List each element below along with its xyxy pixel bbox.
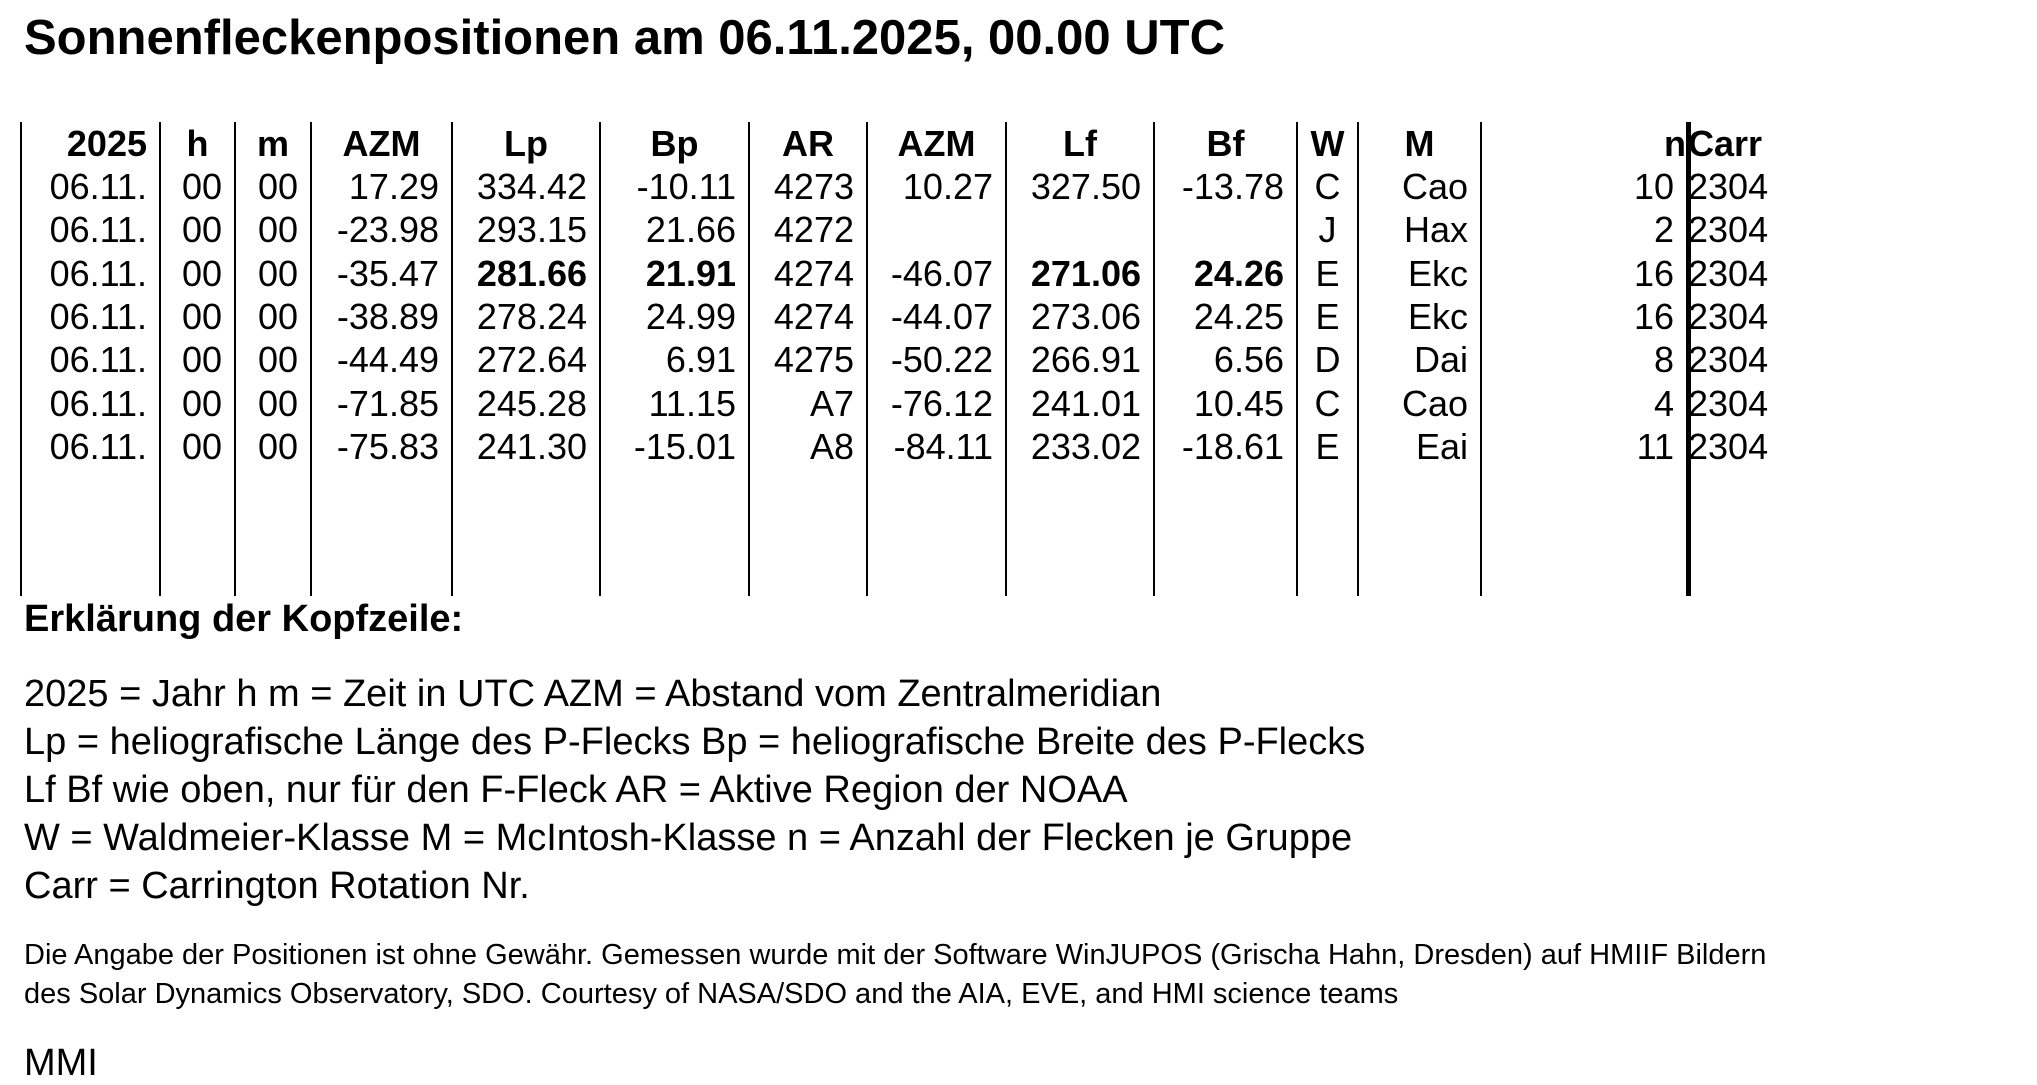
cell-ar: 4274 (773, 252, 854, 294)
cell-m-class: Cao (1401, 166, 1468, 207)
cell-lp: 293.15 (476, 209, 587, 251)
header-h: h (186, 123, 209, 164)
cell-h: 00 (181, 339, 222, 381)
cell-m: 00 (257, 166, 298, 207)
cell-m: 00 (257, 339, 298, 381)
page-title: Sonnenfleckenpositionen am 06.11.2025, 00.00 UTC (24, 11, 1225, 65)
header-azm-p: AZM (342, 123, 421, 164)
cell-date: 06.11. (49, 166, 147, 207)
cell-lf: 266.91 (1030, 339, 1141, 381)
cell-lp: 272.64 (476, 339, 587, 381)
header-lf: Lf (1063, 123, 1097, 164)
cell-h: 00 (181, 295, 222, 337)
cell-ar: A8 (809, 425, 854, 467)
cell-w: E (1315, 252, 1340, 294)
cell-lf: 233.02 (1030, 425, 1141, 467)
cell-m-class: Cao (1401, 382, 1468, 424)
explanation-line: Carr = Carrington Rotation Nr. (24, 865, 530, 907)
cell-n: 2 (1653, 209, 1674, 251)
header-n: n (1664, 123, 1686, 164)
cell-carr: 2304 (1688, 295, 1769, 337)
header-bp: Bp (650, 123, 699, 164)
cell-w: E (1315, 295, 1340, 337)
sunspot-table (20, 122, 1769, 596)
cell-bf: 24.25 (1193, 295, 1284, 337)
cell-n: 4 (1653, 382, 1674, 424)
cell-bf (1155, 208, 1284, 251)
cell-h: 00 (181, 425, 222, 467)
cell-h: 00 (181, 166, 222, 207)
cell-carr: 2304 (1688, 382, 1769, 424)
cell-h: 00 (181, 252, 222, 294)
cell-azm-p: -23.98 (336, 209, 439, 251)
cell-ar: 4274 (773, 295, 854, 337)
cell-n: 8 (1653, 339, 1674, 381)
cell-lf: 271.06 (1030, 252, 1141, 294)
cell-n: 16 (1633, 252, 1674, 294)
cell-bp: -10.11 (636, 166, 736, 207)
cell-m: 00 (257, 209, 298, 251)
cell-lp: 278.24 (476, 295, 587, 337)
cell-m: 00 (257, 425, 298, 467)
cell-m: 00 (257, 295, 298, 337)
cell-lf: 241.01 (1030, 382, 1141, 424)
cell-azm-p: -38.89 (336, 295, 439, 337)
disclaimer-line: des Solar Dynamics Observatory, SDO. Courtesy of NASA/SDO and the AIA, EVE, and HMI science teams (24, 978, 1399, 1010)
cell-azm-f: -44.07 (890, 295, 993, 337)
cell-carr: 2304 (1688, 339, 1769, 381)
cell-bp: 24.99 (645, 295, 736, 337)
cell-m: 00 (257, 252, 298, 294)
cell-bf: 10.45 (1193, 382, 1284, 424)
cell-ar: 4275 (773, 339, 854, 381)
cell-ar: A7 (809, 382, 854, 424)
cell-bp: -15.01 (633, 425, 736, 467)
cell-bp: 21.91 (645, 252, 736, 294)
cell-n: 11 (1636, 425, 1674, 467)
cell-azm-f: -50.22 (890, 339, 993, 381)
cell-azm-f: -84.11 (893, 425, 993, 467)
header-date: 2025 (66, 123, 147, 164)
cell-date: 06.11. (49, 339, 147, 381)
cell-m-class: Ekc (1407, 252, 1468, 294)
cell-azm-p: 17.29 (348, 166, 439, 207)
cell-n: 16 (1633, 295, 1674, 337)
signature: MMI (24, 1042, 98, 1084)
disclaimer-line: Die Angabe der Positionen ist ohne Gewähr. Gemessen wurde mit der Software WinJUPOS (Grischa Hahn, Dresden) auf HMIIF Bildern (24, 939, 1767, 971)
cell-m-class: Dai (1413, 339, 1468, 381)
cell-azm-f (868, 208, 993, 251)
header-lp: Lp (504, 123, 548, 164)
header-ar: AR (782, 123, 834, 164)
cell-lp: 245.28 (476, 382, 587, 424)
explanation-line: W = Waldmeier-Klasse M = McIntosh-Klasse n = Anzahl der Flecken je Gruppe (24, 817, 1353, 859)
cell-azm-f: -46.07 (890, 252, 993, 294)
cell-w: C (1314, 382, 1341, 424)
header-bf: Bf (1206, 123, 1245, 164)
cell-w: C (1314, 166, 1341, 207)
cell-n: 10 (1633, 166, 1674, 207)
cell-azm-f: 10.27 (902, 166, 993, 207)
cell-ar: 4272 (773, 209, 854, 251)
explanation-line: Lp = heliografische Länge des P-Flecks Bp = heliografische Breite des P-Flecks (24, 721, 1366, 763)
cell-lp: 334.42 (476, 166, 587, 207)
cell-bf: -18.61 (1181, 425, 1284, 467)
cell-bp: 11.15 (648, 382, 736, 424)
header-carr: Carr (1688, 123, 1763, 164)
cell-h: 00 (181, 209, 222, 251)
cell-carr: 2304 (1688, 425, 1769, 467)
cell-m-class: Eai (1415, 425, 1468, 467)
cell-lf: 273.06 (1030, 295, 1141, 337)
header-m: m (256, 123, 289, 164)
cell-h: 00 (181, 382, 222, 424)
cell-bf: -13.78 (1181, 166, 1284, 207)
header-m-class: M (1404, 123, 1435, 164)
header-w: W (1310, 123, 1345, 164)
cell-w: D (1314, 339, 1341, 381)
cell-w: E (1315, 425, 1340, 467)
cell-lp: 281.66 (476, 252, 587, 294)
cell-bf: 6.56 (1213, 339, 1284, 381)
cell-lf: 327.50 (1030, 166, 1141, 207)
cell-bp: 6.91 (665, 339, 736, 381)
cell-azm-p: -71.85 (336, 382, 439, 424)
cell-lf (1007, 208, 1141, 251)
cell-date: 06.11. (49, 382, 147, 424)
cell-azm-f: -76.12 (890, 382, 993, 424)
cell-carr: 2304 (1688, 252, 1769, 294)
explanation-line: 2025 = Jahr h m = Zeit in UTC AZM = Abstand vom Zentralmeridian (24, 673, 1162, 715)
header-azm-f: AZM (897, 123, 976, 164)
cell-azm-p: -75.83 (336, 425, 439, 467)
cell-azm-p: -44.49 (336, 339, 439, 381)
cell-m-class: Ekc (1407, 295, 1468, 337)
cell-m: 00 (257, 382, 298, 424)
cell-date: 06.11. (49, 209, 147, 251)
cell-w: J (1318, 209, 1337, 251)
cell-azm-p: -35.47 (336, 252, 439, 294)
cell-carr: 2304 (1688, 209, 1769, 251)
explanation-heading: Erklärung der Kopfzeile: (24, 598, 464, 640)
cell-ar: 4273 (773, 166, 854, 207)
cell-carr: 2304 (1688, 166, 1769, 207)
cell-date: 06.11. (49, 425, 147, 467)
explanation-line: Lf Bf wie oben, nur für den F-Fleck AR = Aktive Region der NOAA (24, 769, 1128, 811)
cell-m-class: Hax (1403, 209, 1468, 251)
cell-bp: 21.66 (645, 209, 736, 251)
cell-date: 06.11. (49, 295, 147, 337)
cell-date: 06.11. (49, 252, 147, 294)
cell-bf: 24.26 (1193, 252, 1284, 294)
cell-lp: 241.30 (476, 425, 587, 467)
